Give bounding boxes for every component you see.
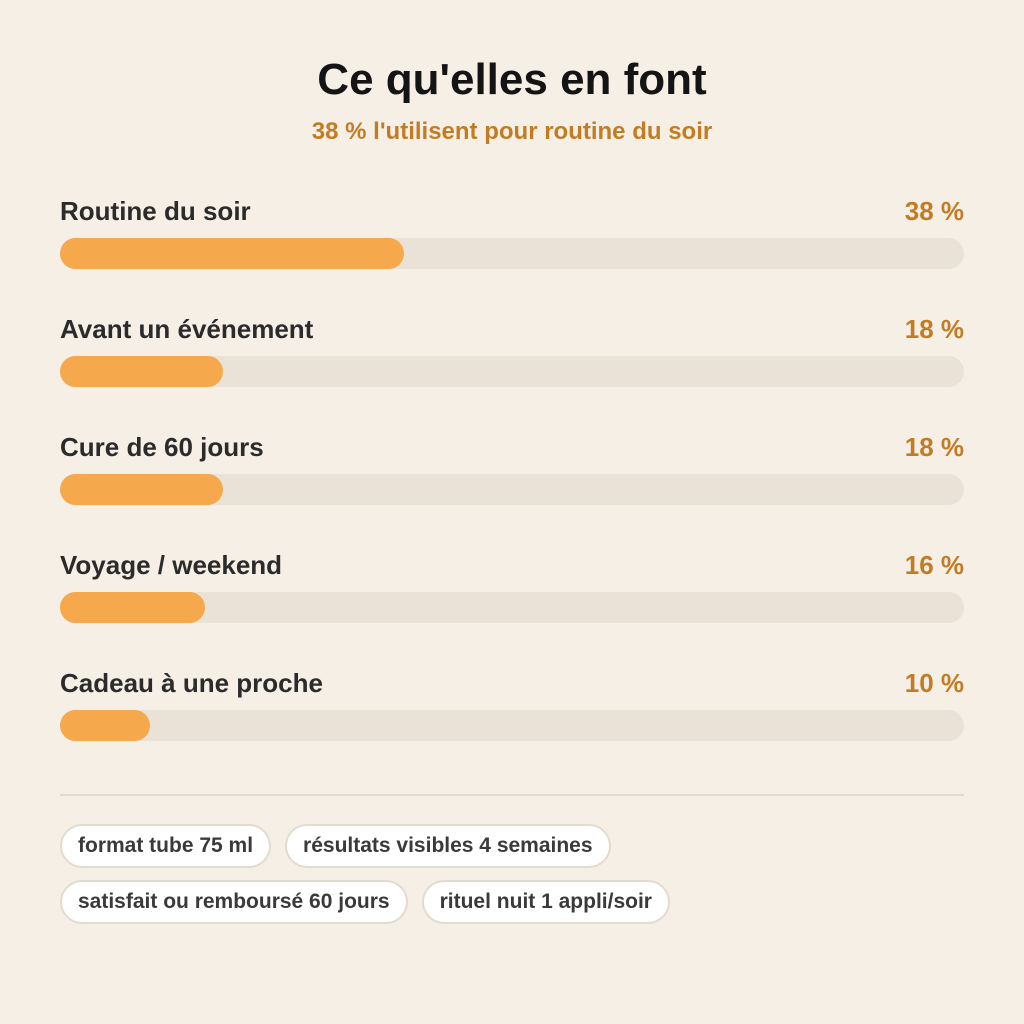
tag-pill: format tube 75 ml	[60, 824, 271, 868]
tag-list	[60, 824, 964, 936]
divider	[60, 794, 964, 796]
bar	[60, 356, 223, 387]
bar-track	[60, 592, 964, 623]
bar	[60, 710, 150, 741]
tag-row	[60, 824, 964, 868]
bar-label: Cure de 60 jours	[60, 432, 264, 462]
bar-track	[60, 474, 964, 505]
bar-label: Voyage / weekend	[60, 550, 283, 580]
bar-value-label: 18 %	[904, 314, 964, 344]
bar-row	[60, 430, 964, 510]
bar-row	[60, 312, 964, 392]
bar-value-label: 10 %	[904, 668, 964, 698]
bar	[60, 474, 223, 505]
bar-row	[60, 548, 964, 628]
bar	[60, 592, 205, 623]
tag-row	[60, 880, 964, 924]
bar-row	[60, 666, 964, 746]
page-subtitle: 38 % l'utilisent pour routine du soir	[311, 118, 713, 145]
bar-label: Routine du soir	[60, 196, 251, 226]
bar-value-label: 16 %	[904, 550, 964, 580]
bar-track	[60, 710, 964, 741]
tag-pill: rituel nuit 1 appli/soir	[422, 880, 670, 924]
bar	[60, 238, 404, 269]
bar-track	[60, 238, 964, 269]
bar-label: Cadeau à une proche	[60, 668, 323, 698]
bar-row	[60, 194, 964, 274]
tag-pill: résultats visibles 4 semaines	[285, 824, 611, 868]
bar-value-label: 38 %	[904, 196, 964, 226]
page-title: Ce qu'elles en font	[317, 55, 707, 104]
bar-track	[60, 356, 964, 387]
tag-pill: satisfait ou remboursé 60 jours	[60, 880, 408, 924]
bar-value-label: 18 %	[904, 432, 964, 462]
bar-label: Avant un événement	[60, 314, 314, 344]
